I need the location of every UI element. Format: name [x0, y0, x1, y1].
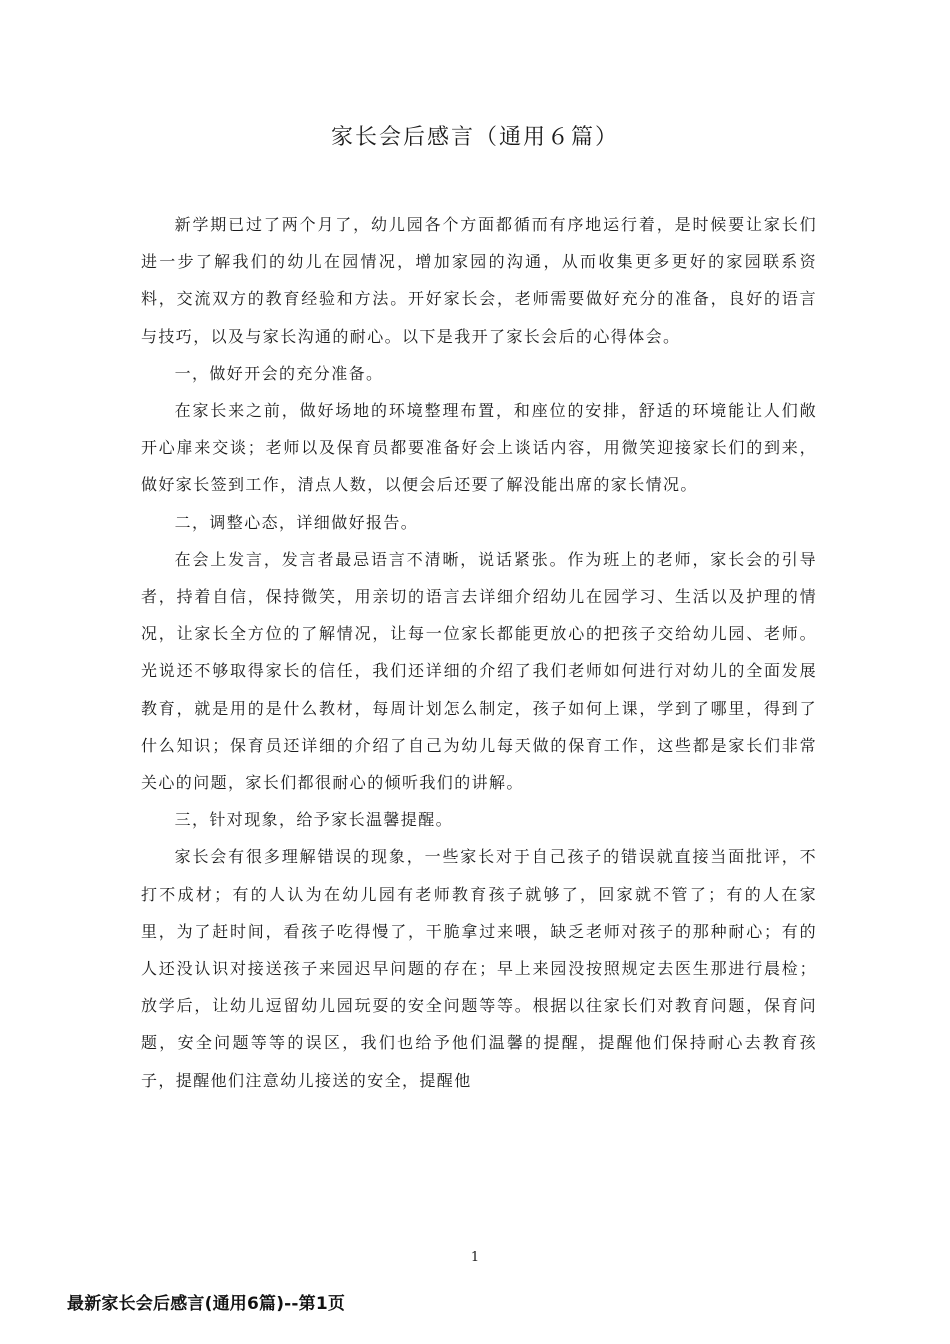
page-number: 1 — [470, 1250, 480, 1265]
paragraph-reminders: 家长会有很多理解错误的现象，一些家长对于自己孩子的错误就直接当面批评，不打不成材；有的人认为在幼儿园有老师教育孩子就够了，回家就不管了；有的人在家里，为了赶时间，看孩子吃得慢了，干脆拿过来喂，缺乏老师对孩子的那种耐心；有的人还没认识对接送孩子来园迟早问题的存在；早上来园没按照规定去医生那进行晨检；放学后，让幼儿逗留幼儿园玩耍的安全问题等等。根据以往家长们对教育问题，保育问题，安全问题等等的误区，我们也给予他们温馨的提醒，提醒他们保持耐心去教育孩子，提醒他们注意幼儿接送的安全，提醒他 — [141, 847, 817, 1090]
footer-note: 最新家长会后感言(通用6篇)--第1页 — [67, 1294, 346, 1314]
document-title: 家长会后感言（通用６篇） — [330, 125, 619, 150]
section-heading-1: 一，做好开会的充分准备。 — [174, 363, 384, 383]
paragraph-intro: 新学期已过了两个月了，幼儿园各个方面都循而有序地运行着，是时候要让家长们进一步了解我们的幼儿在园情况，增加家园的沟通，从而收集更多更好的家园联系资料，交流双方的教育经验和方法。开好家长会，老师需要做好充分的准备，良好的语言与技巧，以及与家长沟通的耐心。以下是我开了家长会后的心得体会。 — [141, 215, 817, 346]
paragraph-preparation: 在家长来之前，做好场地的环境整理布置，和座位的安排，舒适的环境能让人们敞开心扉来交谈；老师以及保育员都要准备好会上谈话内容，用微笑迎接家长们的到来，做好家长签到工作，清点人数，以便会后还要了解没能出席的家长情况。 — [141, 401, 817, 495]
document-body — [141, 206, 817, 1099]
paragraph-report: 在会上发言，发言者最忌语言不清晰，说话紧张。作为班上的老师，家长会的引导者，持着自信，保持微笑，用亲切的语言去详细介绍幼儿在园学习、生活以及护理的情况，让家长全方位的了解情况，让每一位家长都能更放心的把孩子交给幼儿园、老师。光说还不够取得家长的信任，我们还详细的介绍了我们老师如何进行对幼儿的全面发展教育，就是用的是什么教材，每周计划怎么制定，孩子如何上课，学到了哪里，得到了什么知识；保育员还详细的介绍了自己为幼儿每天做的保育工作，这些都是家长们非常关心的问题，家长们都很耐心的倾听我们的讲解。 — [141, 549, 817, 793]
section-heading-2: 二，调整心态，详细做好报告。 — [174, 512, 419, 532]
section-heading-3: 三，针对现象，给予家长温馨提醒。 — [174, 810, 453, 830]
